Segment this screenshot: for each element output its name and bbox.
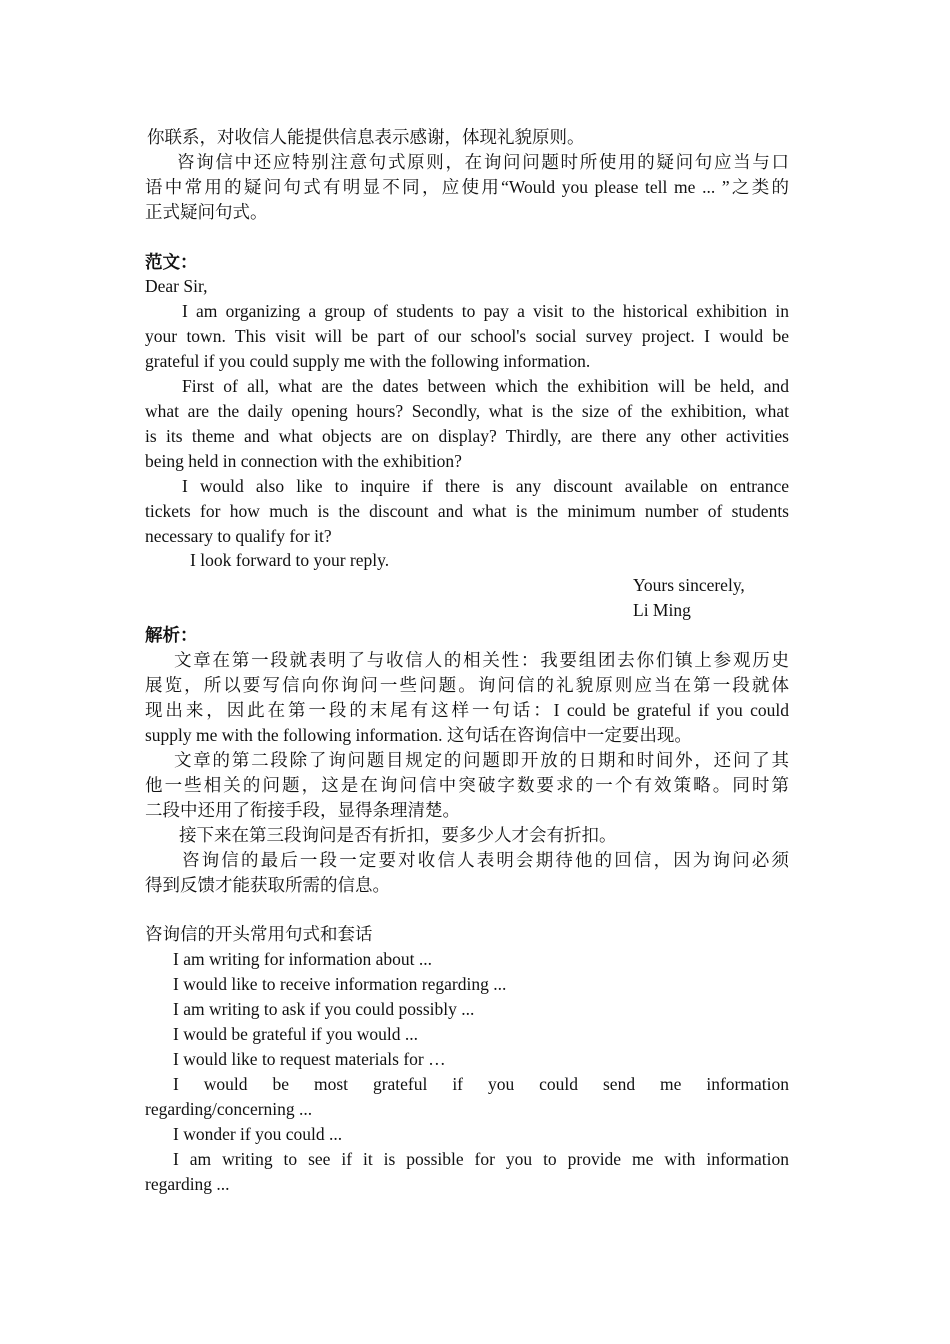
phrase-item: I would be grateful if you would ...: [173, 1024, 418, 1044]
phrase-item: regarding/concerning ...: [145, 1099, 313, 1119]
sample-heading: 范文：: [145, 252, 198, 272]
analysis-line: 他一些相关的问题，这是在询问信中突破字数要求的一个有效策略。同时第: [145, 775, 789, 795]
phrase-item: I would like to receive information regarding ...: [173, 974, 507, 994]
letter-line: I am organizing a group of students to pay a visit to the historical exhibition in: [182, 301, 789, 321]
letter-line: being held in connection with the exhibition?: [145, 451, 462, 471]
phrases-heading: 咨询信的开头常用句式和套话: [145, 924, 373, 944]
letter-line: tickets for how much is the discount and what is the minimum number of students: [145, 501, 789, 521]
phrase-item: I wonder if you could ...: [173, 1124, 343, 1144]
intro-line: 正式疑问句式。: [145, 202, 268, 222]
letter-line: I would also like to inquire if there is any discount available on entrance: [182, 476, 789, 496]
intro-line: 你联系，对收信人能提供信息表示感谢，体现礼貌原则。: [147, 127, 585, 147]
analysis-line: 现出来，因此在第一段的末尾有这样一句话：I could be grateful if you could: [145, 700, 789, 720]
analysis-line: 文章在第一段就表明了与收信人的相关性：我要组团去你们镇上参观历史: [174, 650, 789, 670]
phrase-item: I would like to request materials for …: [173, 1049, 446, 1069]
phrase-item: I am writing for information about ...: [173, 949, 433, 969]
letter-line: your town. This visit will be part of our school's social survey project. I would be: [145, 326, 789, 346]
analysis-line: 接下来在第三段询问是否有折扣，要多少人才会有折扣。: [179, 825, 617, 845]
analysis-line: 二段中还用了衔接手段，显得条理清楚。: [145, 800, 460, 820]
letter-line: First of all, what are the dates between which the exhibition will be held, and: [182, 376, 789, 396]
letter-line: what are the daily opening hours? Secondly, what is the size of the exhibition, what: [145, 401, 789, 421]
analysis-line: 展览，所以要写信向你询问一些问题。询问信的礼貌原则应当在第一段就体: [145, 675, 789, 695]
phrase-item: I am writing to see if it is possible for you to provide me with information: [173, 1149, 789, 1169]
phrase-item: I would be most grateful if you could send me information: [173, 1074, 789, 1094]
letter-line: grateful if you could supply me with the following information.: [145, 351, 591, 371]
letter-salutation: Dear Sir,: [145, 276, 208, 296]
phrase-item: I am writing to ask if you could possibly ...: [173, 999, 475, 1019]
analysis-line: supply me with the following information. 这句话在咨询信中一定要出现。: [145, 725, 692, 745]
phrase-item: regarding ...: [145, 1174, 230, 1194]
letter-line: necessary to qualify for it?: [145, 526, 332, 546]
analysis-line: 文章的第二段除了询问题目规定的问题即开放的日期和时间外，还问了其: [174, 750, 789, 770]
analysis-line: 咨询信的最后一段一定要对收信人表明会期待他的回信，因为询问必须: [182, 850, 789, 870]
letter-line: is its theme and what objects are on display? Thirdly, are there any other activities: [145, 426, 789, 446]
intro-line: 语中常用的疑问句式有明显不同，应使用“Would you please tell me ... ”之类的: [145, 177, 789, 197]
letter-signoff: Yours sincerely,: [633, 575, 745, 595]
letter-signature: Li Ming: [633, 600, 691, 620]
analysis-heading: 解析：: [145, 625, 198, 645]
analysis-line: 得到反馈才能获取所需的信息。: [145, 875, 390, 895]
intro-line: 咨询信中还应特别注意句式原则，在询问问题时所使用的疑问句应当与口: [177, 152, 789, 172]
letter-closing: I look forward to your reply.: [190, 550, 390, 570]
